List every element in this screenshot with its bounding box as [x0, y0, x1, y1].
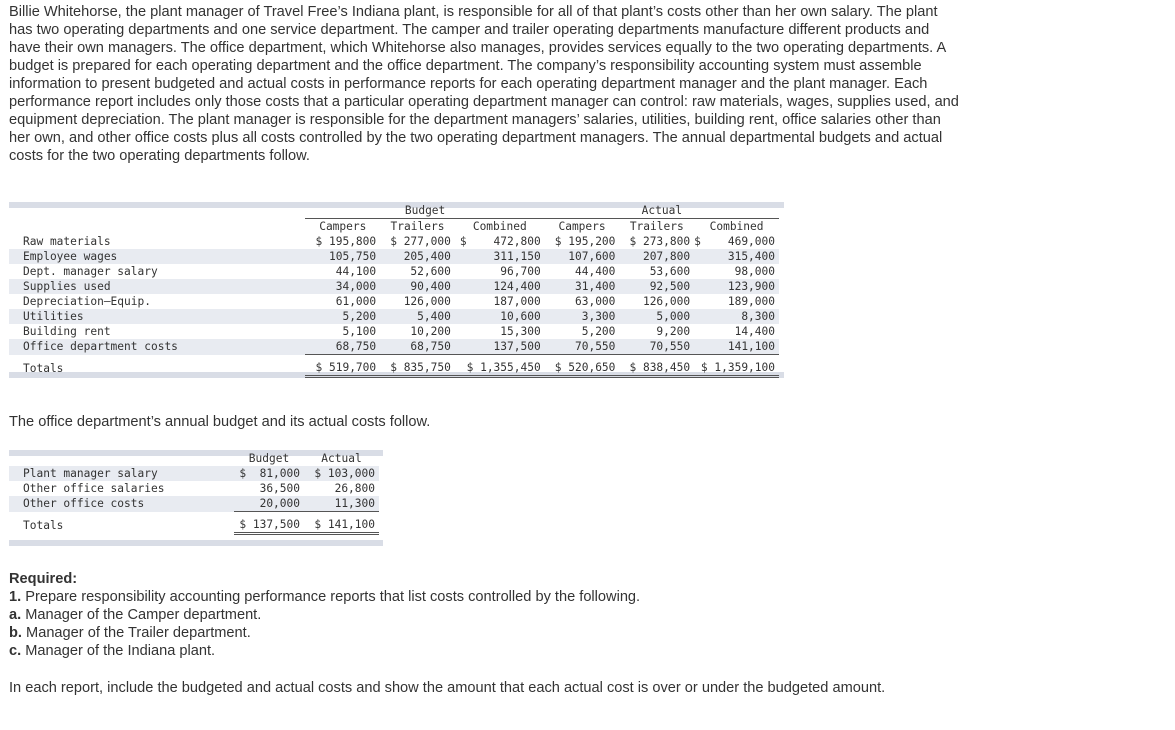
- cell: 311,150: [455, 249, 545, 264]
- cell: 10,200: [410, 325, 451, 338]
- column-header-row: [9, 451, 379, 466]
- totals-label: Totals: [23, 518, 64, 532]
- total-cell: $ 1,355,450: [455, 360, 545, 377]
- cell: 189,000: [727, 295, 775, 308]
- totals-label: Totals: [23, 361, 64, 375]
- totals-row: [9, 517, 379, 534]
- cell: 5,100: [342, 325, 377, 338]
- cell: 5,000: [619, 309, 694, 324]
- cell: 20,000: [234, 496, 304, 512]
- cell: $ 469,000: [694, 235, 775, 248]
- cell: 10,600: [455, 309, 545, 324]
- actual-group-header: Actual: [545, 203, 779, 219]
- col-header: Combined: [709, 220, 764, 233]
- cell: 52,600: [410, 265, 451, 278]
- cell: 70,550: [545, 339, 620, 355]
- group-header-row: [9, 203, 779, 219]
- cell: 5,400: [380, 309, 455, 324]
- required-item-c: [9, 642, 959, 660]
- table-row: [9, 234, 779, 249]
- table-row: [9, 294, 779, 309]
- instructions-text: In each report, include the budgeted and actual costs and show the amount that each actual cost is over or under the budgeted amount.: [9, 680, 886, 696]
- table-row: [9, 279, 779, 294]
- table-row: [9, 264, 779, 279]
- cell: 205,400: [380, 249, 455, 264]
- cell: 137,500: [455, 339, 545, 355]
- cell: 26,800: [334, 482, 375, 495]
- cell: $ 81,000: [234, 466, 304, 481]
- cell: 5,200: [581, 325, 616, 338]
- row-label: Employee wages: [9, 249, 305, 264]
- totals-row: [9, 360, 779, 377]
- required-item-a: [9, 606, 959, 624]
- item-text: Manager of the Trailer department.: [26, 625, 251, 641]
- cell: $ 195,200: [554, 235, 616, 248]
- department-cost-table: [9, 202, 784, 378]
- cell: 68,750: [305, 339, 380, 355]
- total-cell: $ 520,650: [545, 360, 620, 377]
- office-intro-text: The office department’s annual budget and its actual costs follow.: [9, 414, 431, 430]
- cell: 126,000: [403, 295, 451, 308]
- required-item-1: [9, 588, 959, 606]
- cell: 31,400: [545, 279, 620, 294]
- row-label: Depreciation—Equip.: [23, 295, 151, 308]
- cell: 68,750: [380, 339, 455, 355]
- cell: 11,300: [304, 496, 379, 512]
- total-cell: $ 838,450: [619, 360, 694, 377]
- required-title: Required:: [9, 571, 78, 587]
- table-row: [9, 339, 779, 355]
- cell: 53,600: [649, 265, 691, 278]
- table-bottom-bar: [9, 540, 383, 546]
- total-cell: $ 835,750: [380, 360, 455, 377]
- col-header: Trailers: [390, 220, 445, 233]
- cell: 124,400: [455, 279, 545, 294]
- cell: 105,750: [305, 249, 380, 264]
- cell: $ 273,800: [629, 235, 691, 248]
- cell: 141,100: [694, 339, 779, 355]
- cell: 44,400: [574, 265, 616, 278]
- table-row: [9, 249, 779, 264]
- cell: 5,200: [305, 309, 380, 324]
- row-label: Other office salaries: [23, 482, 165, 495]
- col-header-budget: Budget: [248, 452, 290, 465]
- budget-group-header: Budget: [305, 203, 544, 219]
- item-text: Manager of the Camper department.: [25, 607, 262, 623]
- required-item-b: [9, 624, 959, 642]
- cell: 126,000: [642, 295, 691, 308]
- cell: 3,300: [545, 309, 620, 324]
- total-cell: $ 137,500: [234, 517, 304, 534]
- total-cell: $ 519,700: [305, 360, 380, 377]
- cell: 107,600: [545, 249, 620, 264]
- cell: 61,000: [335, 295, 377, 308]
- table-row: [9, 496, 379, 512]
- cell: 70,550: [619, 339, 694, 355]
- cell: $ 195,800: [315, 235, 377, 248]
- cell: 9,200: [656, 325, 691, 338]
- cell: 36,500: [259, 482, 300, 495]
- cell: 15,300: [500, 325, 541, 338]
- row-label: Other office costs: [9, 496, 234, 512]
- table-row: [9, 466, 379, 481]
- cell: $ 472,800: [459, 235, 541, 248]
- total-cell: $ 1,359,100: [694, 360, 779, 377]
- cell: 63,000: [574, 295, 616, 308]
- cell: 90,400: [380, 279, 455, 294]
- cell: 14,400: [734, 325, 775, 338]
- row-label: Plant manager salary: [9, 466, 234, 481]
- row-label: Supplies used: [9, 279, 305, 294]
- col-header: Trailers: [629, 220, 684, 233]
- cell: 34,000: [305, 279, 380, 294]
- table-row: [9, 324, 779, 339]
- column-header-row: [9, 219, 779, 235]
- row-label: Dept. manager salary: [23, 265, 158, 278]
- table-row: [9, 481, 379, 496]
- row-label: Utilities: [9, 309, 305, 324]
- cell: 96,700: [500, 265, 541, 278]
- row-label: Raw materials: [23, 235, 111, 248]
- cell: 92,500: [619, 279, 694, 294]
- cell: 123,900: [694, 279, 779, 294]
- office-cost-table: [9, 450, 383, 546]
- row-label: Building rent: [23, 325, 111, 338]
- cell: $ 277,000: [390, 235, 451, 248]
- cell: 98,000: [734, 265, 775, 278]
- col-header: Campers: [319, 220, 367, 233]
- item-number: a.: [9, 607, 22, 623]
- cell: $ 103,000: [304, 466, 379, 481]
- item-number: b.: [9, 625, 22, 641]
- cell: 44,100: [335, 265, 377, 278]
- table-row: [9, 309, 779, 324]
- cell: 187,000: [493, 295, 541, 308]
- row-label: Office department costs: [9, 339, 305, 355]
- item-text: Manager of the Indiana plant.: [25, 643, 216, 659]
- total-cell: $ 141,100: [304, 517, 379, 534]
- col-header: Campers: [558, 220, 606, 233]
- item-text: Prepare responsibility accounting performance reports that list costs controlled by the following.: [25, 589, 641, 605]
- intro-paragraph: Billie Whitehorse, the plant manager of Travel Free’s Indiana plant, is responsible for all of that plant’s costs other than her own salary. The plant has two operating departments and one service department. The camper and trailer operating departments manufacture different products and have their own managers. The office department, which Whitehorse also manages, provides services equally to the two operating departments. A budget is prepared for each operating department and the office department. The company’s responsibility accounting system must assemble information to present budgeted and actual costs in performance reports for each operating department manager and the plant manager. Each performance report includes only those costs that a particular operating department manager can control: raw materials, wages, supplies used, and equipment depreciation. The plant manager is responsible for the department managers’ salaries, utilities, building rent, office salaries other than her own, and other office costs plus all costs controlled by the two operating department managers. The annual departmental budgets and actual costs for the two operating departments follow.: [9, 4, 959, 164]
- col-header-actual: Actual: [321, 452, 362, 465]
- col-header: Combined: [472, 220, 527, 233]
- cell: 315,400: [694, 249, 779, 264]
- cell: 8,300: [694, 309, 779, 324]
- item-number: c.: [9, 643, 22, 659]
- item-number: 1.: [9, 589, 22, 605]
- cell: 207,800: [619, 249, 694, 264]
- required-section: [9, 570, 959, 660]
